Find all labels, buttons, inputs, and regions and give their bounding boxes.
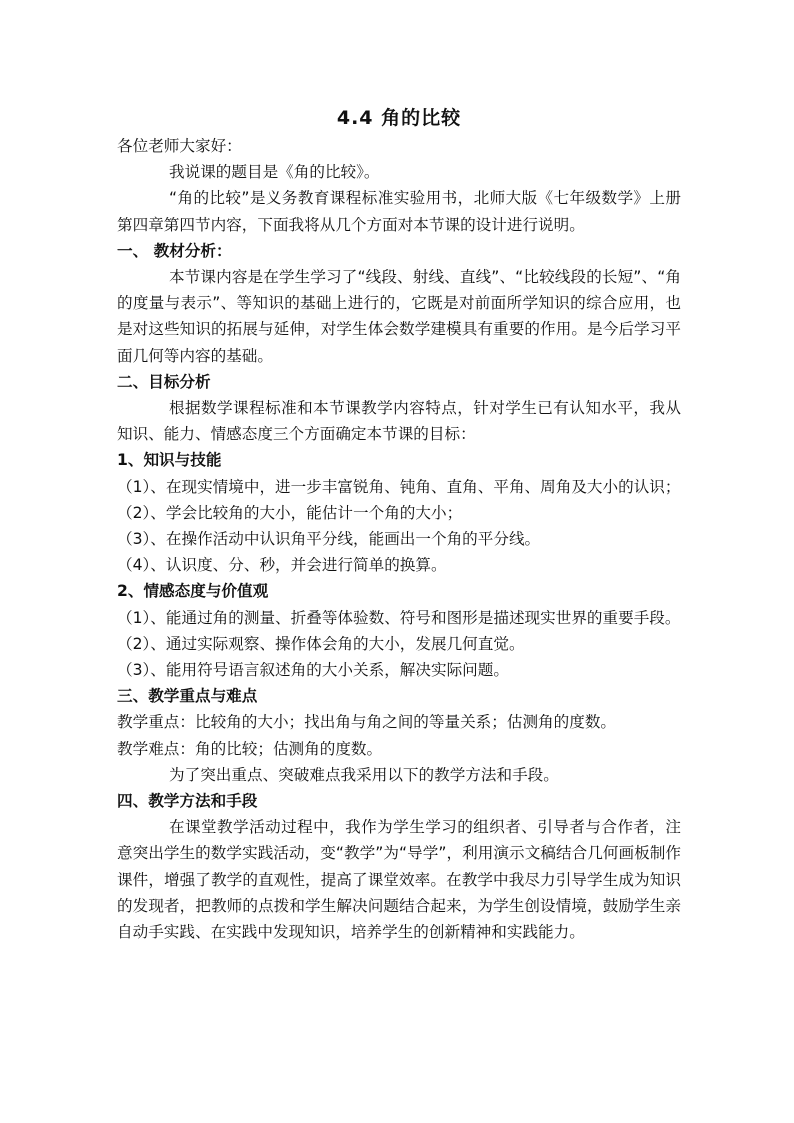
intro-paragraph: 我说课的题目是《角的比较》。	[169, 163, 380, 182]
list-item: （1）、在现实情境中，进一步丰富锐角、钝角、直角、平角、周角及大小的认识；	[117, 477, 681, 496]
section-heading: 三、教学重点与难点	[117, 687, 258, 706]
subsection-heading: 2、情感态度与价值观	[117, 582, 269, 601]
list-item: （3）、能用符号语言叙述角的大小关系，解决实际问题。	[117, 661, 509, 680]
section-body: 为了突出重点、突破难点我采用以下的教学方法和手段。	[169, 765, 559, 784]
section-heading: 二、目标分析	[117, 372, 211, 391]
section-heading: 一、 教材分析：	[117, 241, 232, 260]
subsection-heading: 1、知识与技能	[117, 451, 222, 470]
greeting: 各位老师大家好：	[117, 137, 242, 155]
intro-paragraph: “角的比较”是义务教育课程标准实验用书，北师大版《七年级数学》上册第四章第四节内容，下面我将从几个方面对本节课的设计进行说明。	[117, 189, 681, 234]
section-body: 本节课内容是在学生学习了“线段、射线、直线”、“比较线段的长短”、“角的度量与表示”、等知识的基础上进行的，它既是对前面所学知识的综合应用，也是对这些知识的拓展与延伸，对学生体会数学建模具有重要的作用。是今后学习平面几何等内容的基础。	[117, 268, 681, 365]
difficulty-line: 教学难点：角的比较；估测角的度数。	[117, 739, 383, 758]
key-point-line: 教学重点：比较角的大小；找出角与角之间的等量关系；估测角的度数。	[117, 713, 617, 732]
list-item: （2）、学会比较角的大小，能估计一个角的大小；	[117, 503, 463, 522]
section-body: 根据数学课程标准和本节课教学内容特点，针对学生已有认知水平，我从知识、能力、情感态度三个方面确定本节课的目标：	[117, 399, 681, 444]
list-item: （4）、认识度、分、秒，并会进行简单的换算。	[117, 556, 447, 575]
section-body: 在课堂教学活动过程中，我作为学生学习的组织者、引导者与合作者，注意突出学生的数学实践活动，变“教学”为“导学”，利用演示文稿结合几何画板制作课件，增强了教学的直观性，提高了课堂效率。在教学中我尽力引导学生成为知识的发现者，把教师的点拨和学生解决问题结合起来，为学生创设情境，鼓励学生亲自动手实践、在实践中发现知识，培养学生的创新精神和实践能力。	[117, 818, 681, 942]
list-item: （3）、在操作活动中认识角平分线，能画出一个角的平分线。	[117, 530, 541, 549]
list-item: （2）、通过实际观察、操作体会角的大小，发展几何直觉。	[117, 634, 525, 653]
section-heading: 四、教学方法和手段	[117, 792, 258, 811]
list-item: （1）、能通过角的测量、折叠等体验数、符号和图形是描述现实世界的重要手段。	[117, 608, 681, 627]
page-title: 4.4 角的比较	[336, 107, 462, 129]
